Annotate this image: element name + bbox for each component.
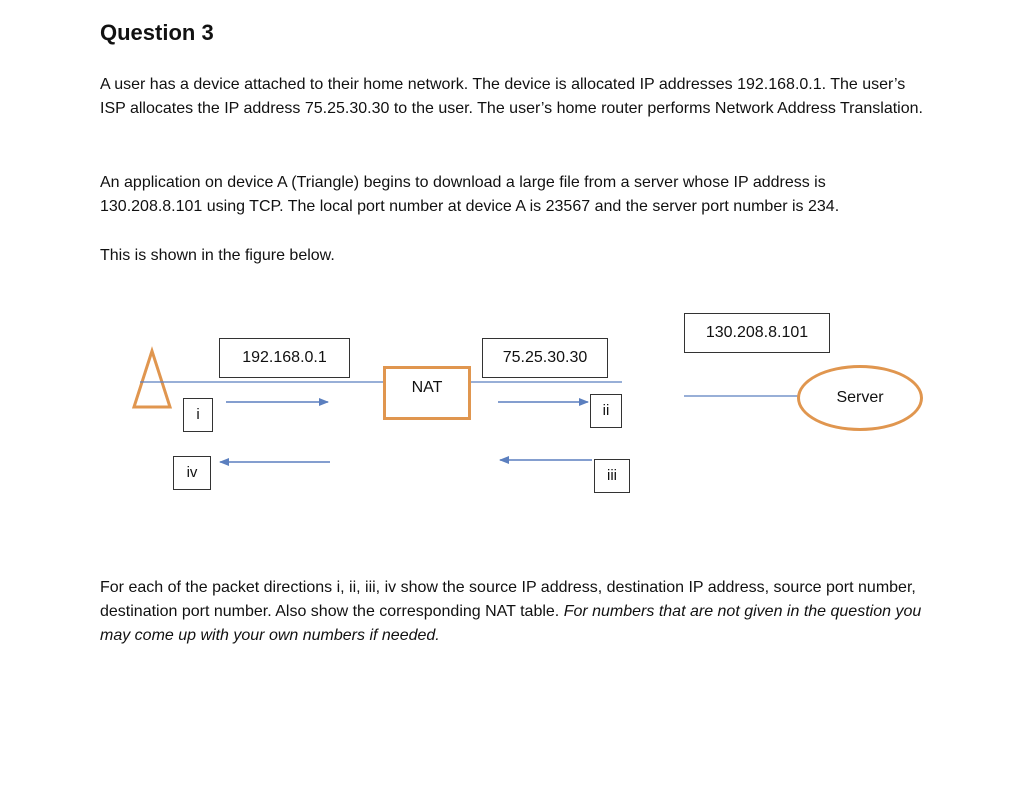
packet-label-iii: iii — [594, 459, 630, 493]
packet-label-ii: ii — [590, 394, 622, 428]
packet-label-iv: iv — [173, 456, 211, 490]
server-node: Server — [797, 365, 923, 431]
paragraph-instructions — [100, 576, 940, 648]
public-ip-box: 75.25.30.30 — [482, 338, 608, 378]
device-ip-box: 192.168.0.1 — [219, 338, 350, 378]
packet-label-i: i — [183, 398, 213, 432]
device-a-triangle-icon — [134, 351, 170, 407]
paragraph-download-description: An application on device A (Triangle) begins to download a large file from a server whose IP address is 130.208.8.101 using TCP. The local port number at device A is 23567 and the server port number is 234. — [100, 174, 840, 215]
instructions-text: For each of the packet directions i, ii, iii, iv show the source IP address, destination IP address, source port number, destination port number. Also show the corresponding NAT table. — [100, 579, 916, 620]
nat-router-box: NAT — [383, 366, 471, 420]
question-title: Question 3 — [100, 20, 214, 45]
server-ip-box: 130.208.8.101 — [684, 313, 830, 353]
instructions-italic-note: For numbers that are not given in the question you may come up with your own numbers if needed. — [100, 603, 922, 644]
paragraph-figure-intro: This is shown in the figure below. — [100, 247, 335, 264]
paragraph-network-setup: A user has a device attached to their home network. The device is allocated IP addresses 192.168.0.1. The user’s ISP allocates the IP address 75.25.30.30 to the user. The user’s home router performs Network Address Translation. — [100, 76, 923, 117]
